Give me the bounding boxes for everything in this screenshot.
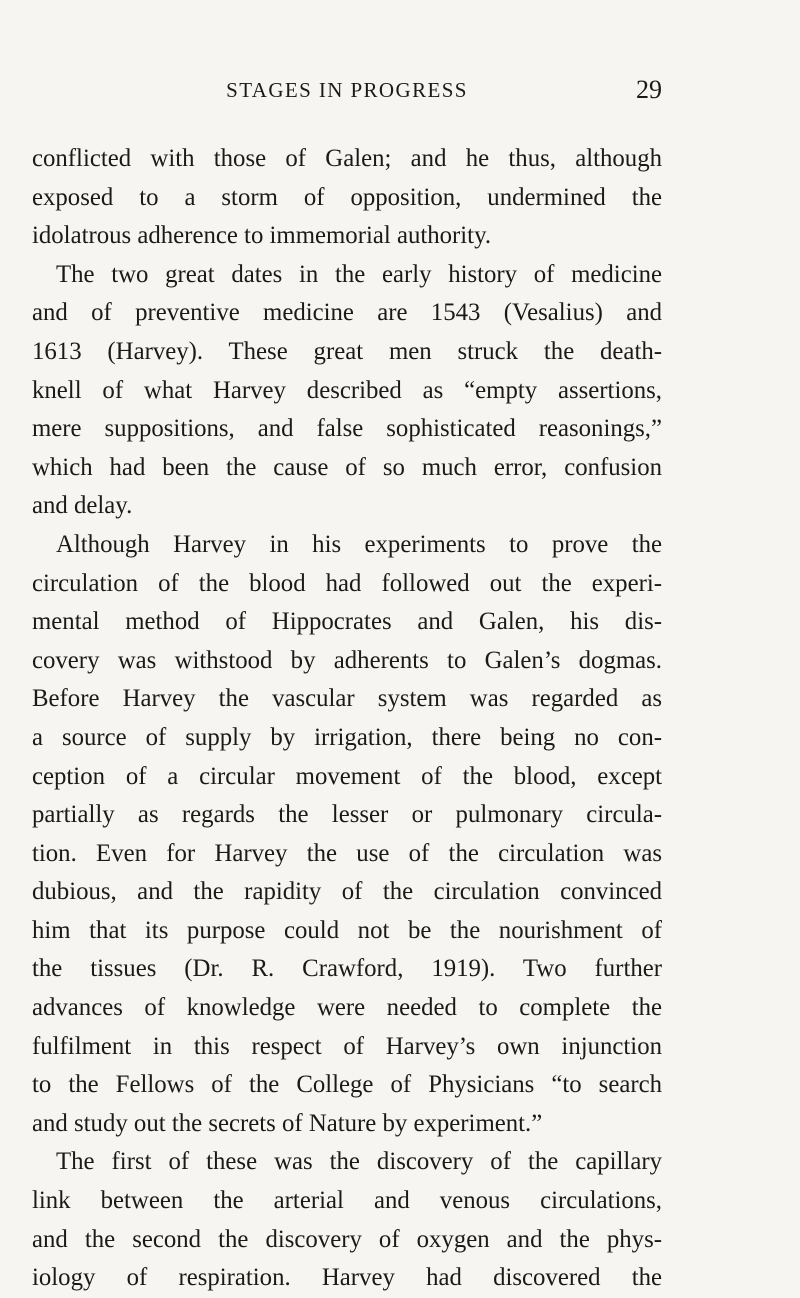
running-head bbox=[32, 70, 662, 110]
text-line: dubious, and the rapidity of the circulation convinced bbox=[32, 878, 662, 906]
text-line: Before Harvey the vascular system was regarded as bbox=[32, 685, 662, 713]
text-line: tion. Even for Harvey the use of the circulation was bbox=[32, 839, 662, 867]
text-line: 1613 (Harvey). These great men struck the death- bbox=[32, 337, 662, 365]
text-line: advances of knowledge were needed to complete the bbox=[32, 994, 662, 1022]
text-line: ception of a circular movement of the blood, except bbox=[32, 762, 662, 790]
running-title: STAGES IN PROGRESS bbox=[226, 78, 468, 102]
text-line: circulation of the blood had followed out the experi- bbox=[32, 569, 662, 597]
text-line: iology of respiration. Harvey had discovered the bbox=[32, 1264, 662, 1292]
text-line: him that its purpose could not be the nourishment of bbox=[32, 916, 662, 944]
text-line: partially as regards the lesser or pulmonary circula- bbox=[32, 801, 662, 829]
text-line: Although Harvey in his experiments to prove the bbox=[56, 530, 662, 558]
text-line: and delay. bbox=[32, 492, 133, 520]
text-line: conflicted with those of Galen; and he thus, although bbox=[32, 145, 662, 172]
text-line: to the Fellows of the College of Physicians “to search bbox=[32, 1071, 662, 1099]
text-line: the tissues (Dr. R. Crawford, 1919). Two further bbox=[32, 955, 662, 983]
page-number: 29 bbox=[636, 75, 662, 104]
text-line: mental method of Hippocrates and Galen, his dis- bbox=[32, 608, 662, 636]
text-line: knell of what Harvey described as “empty assertions, bbox=[32, 376, 662, 404]
text-line: The first of these was the discovery of the capillary bbox=[56, 1148, 662, 1176]
body-text bbox=[32, 140, 662, 1298]
text-line: exposed to a storm of opposition, undermined the bbox=[32, 183, 662, 211]
text-line: mere suppositions, and false sophisticated reasonings,” bbox=[32, 415, 662, 443]
text-line: and study out the secrets of Nature by experiment.” bbox=[32, 1109, 543, 1137]
text-line: covery was withstood by adherents to Galen’s dogmas. bbox=[32, 646, 662, 674]
text-line: and the second the discovery of oxygen and the phys- bbox=[32, 1225, 662, 1253]
text-line: and of preventive medicine are 1543 (Vesalius) and bbox=[32, 299, 662, 327]
text-line: link between the arterial and venous circulations, bbox=[32, 1187, 662, 1215]
text-line: a source of supply by irrigation, there being no con- bbox=[32, 723, 662, 751]
text-line: The two great dates in the early history of medicine bbox=[56, 260, 662, 288]
text-line: idolatrous adherence to immemorial authority. bbox=[32, 222, 492, 250]
text-line: fulfilment in this respect of Harvey’s own injunction bbox=[32, 1032, 662, 1060]
text-line: which had been the cause of so much error, confusion bbox=[32, 453, 662, 481]
